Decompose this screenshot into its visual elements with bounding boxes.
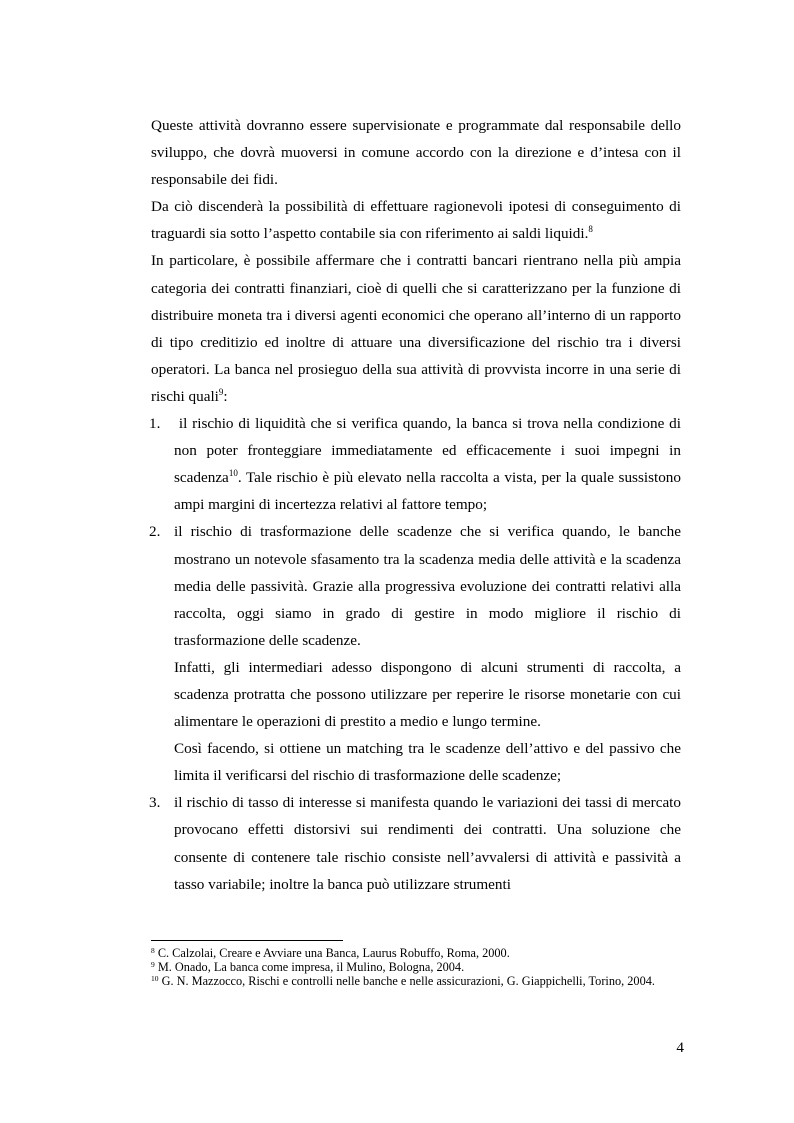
paragraph-2 <box>151 193 681 247</box>
list-item-2-para-2: Infatti, gli intermediari adesso dispongono di alcuni strumenti di raccolta, a scadenza protratta che possono utilizzare per reperire le risorse monetarie con cui alimentare le operazioni di prestito a medio e lungo termine. <box>174 658 681 731</box>
footnote-text: C. Calzolai, Creare e Avviare una Banca, Laurus Robuffo, Roma, 2000. <box>154 946 510 960</box>
list-item-number: 2. <box>149 523 161 541</box>
footnote-text: G. N. Mazzocco, Rischi e controlli nelle banche e nelle assicurazioni, G. Giappichelli, Torino, 2004. <box>158 974 655 988</box>
page-number: 4 <box>676 1039 684 1056</box>
footnote-ref-10[interactable]: 10 <box>228 468 238 479</box>
paragraph-2-text: Da ciò discenderà la possibilità di effettuare ragionevoli ipotesi di conseguimento di traguardi sia sotto l’aspetto contabile sia con riferimento ai saldi liquidi. <box>151 198 681 243</box>
footnote-9 <box>151 960 681 974</box>
footnotes <box>151 946 681 988</box>
footnote-10 <box>151 974 681 988</box>
paragraph-3-end: : <box>223 387 228 405</box>
paragraph-1: Queste attività dovranno essere supervisionate e programmate dal responsabile dello sviluppo, che dovrà muoversi in comune accordo con la direzione e d’intesa con il responsabile dei fidi. <box>151 117 681 189</box>
paragraph-3-text: In particolare, è possibile affermare che i contratti bancari rientrano nella più ampia categoria dei contratti finanziari, cioè di quelli che si caratterizzano per la funzione di distribuire moneta tra i diversi agenti economici che operano all’interno di un rapporto di tipo creditizio ed inoltre di attuare una diversificazione del rischio tra i diversi operatori. La banca nel prosieguo della sua attività di provvista incorre in una serie di rischi quali <box>151 252 681 405</box>
footnote-number: 8 <box>151 946 155 955</box>
footnote-8 <box>151 946 681 960</box>
list-item-2-para-3: Così facendo, si ottiene un matching tra le scadenze dell’attivo e del passivo che limita il verificarsi del rischio di trasformazione delle scadenze; <box>174 740 681 785</box>
footnote-number: 10 <box>151 974 159 983</box>
footnote-ref-9[interactable]: 9 <box>218 386 224 397</box>
list-item-1-text-b: . Tale rischio è più elevato nella raccolta a vista, per la quale sussistono ampi margini di incertezza relativi al fattore tempo; <box>174 469 681 514</box>
list-item-1-text-a: il rischio di liquidità che si verifica quando, la banca si trova nella condizione di non poter fronteggiare immediatamente ed efficacemente i suoi impegni in scadenza <box>174 415 681 487</box>
list-item-3-text: il rischio di tasso di interesse si manifesta quando le variazioni dei tassi di mercato provocano effetti distorsivi sui rendimenti dei contratti. Una soluzione che consente di contenere tale rischio consiste nell’avvalersi di attività e passività a tasso variabile; inoltre la banca può utilizzare strumenti <box>174 794 681 893</box>
paragraph-3 <box>151 247 681 410</box>
footnote-text: M. Onado, La banca come impresa, il Mulino, Bologna, 2004. <box>154 960 465 974</box>
list-item <box>151 789 681 897</box>
list-item-number: 3. <box>149 794 161 812</box>
list-item-number: 1. <box>149 415 161 433</box>
footnote-number: 9 <box>151 960 155 969</box>
footnote-ref-8[interactable]: 8 <box>588 224 593 235</box>
list-item <box>151 410 681 518</box>
list-item-text <box>174 410 681 518</box>
body-text <box>151 112 681 898</box>
footnote-divider <box>151 940 343 941</box>
list-item <box>151 518 681 789</box>
risk-list <box>151 410 681 898</box>
list-item-2-para-1: il rischio di trasformazione delle scadenze che si verifica quando, le banche mostrano un notevole sfasamento tra la scadenza media delle attività e la scadenza media delle passività. Grazie alla progressiva evoluzione dei contratti relativi alla raccolta, oggi siamo in grado di gestire in modo migliore il rischio di trasformazione delle scadenze. <box>174 523 681 649</box>
